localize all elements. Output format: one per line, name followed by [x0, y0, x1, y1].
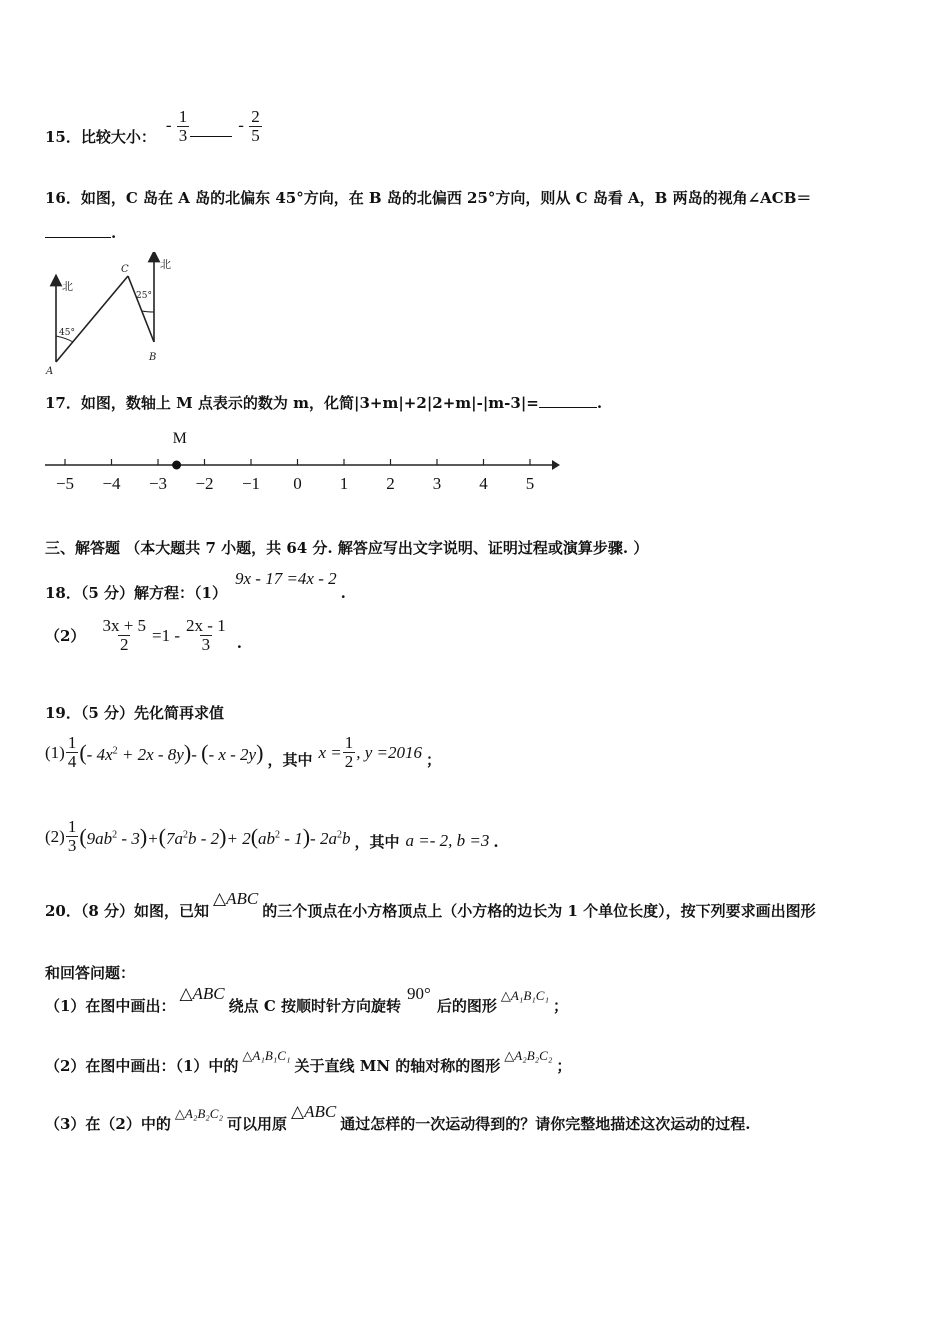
q20-s1-triangle: △ABC	[179, 984, 225, 1003]
number-line-tick-label: 2	[386, 474, 395, 493]
q18-label-2: （2）	[45, 627, 86, 645]
q20-s2-end: ；	[556, 1057, 572, 1075]
q18-label: 18．（5 分）解方程：（1）	[45, 584, 227, 602]
number-line-tick-label: 1	[339, 474, 349, 493]
question-20-line-1	[45, 889, 816, 921]
number-line-tick-label: −3	[148, 474, 168, 493]
q19-p2-coef: $\frac{1}{3}$	[67, 817, 77, 855]
q20-s3-text-a: （3）在（2）中的	[45, 1115, 171, 1133]
q20-s1-triangle-1: △A₁B₁C₁	[500, 988, 549, 1003]
number-line-tick-label: 3	[432, 474, 442, 493]
q18-end-1: .	[340, 583, 346, 602]
q18-equation-1: 9x - 17 =4x - 2	[234, 568, 337, 588]
number-line-tick-label: 0	[293, 474, 302, 493]
q19-p2-end: .	[493, 832, 499, 851]
number-line-tick-label: −1	[241, 474, 261, 493]
q20-s2-triangle-2: △A₂B₂C₂	[504, 1048, 553, 1063]
label-point-a: A	[46, 366, 54, 377]
question-16-text: 16．如图，C 岛在 A 岛的北偏东 45°方向，在 B 岛的北偏西 25°方向，则从 C 岛看 A，B 两岛的视角∠ACB＝	[45, 189, 812, 207]
label-point-b: B	[149, 352, 157, 363]
point-m-label: M	[172, 430, 187, 447]
q19-p2-expression: $(9ab^2 - 3)+(7a^2b - 2)+ 2(ab^2 - 1)-$ $2a^2b$	[79, 823, 351, 849]
q19-p2-prefix: (2)	[45, 826, 65, 846]
q16-compass-figure	[40, 252, 185, 377]
question-20-line-2: 和回答问题：	[45, 964, 136, 982]
q20-s2-text-b: 关于直线 MN 的轴对称的图形	[294, 1057, 501, 1075]
q15-label: 15．比较大小：	[45, 127, 156, 146]
label-north-b: 北	[160, 258, 171, 271]
q19-p1-x: x =	[318, 742, 342, 762]
number-line-tick-label: −4	[102, 474, 121, 493]
q20-s2-triangle-1: △A₁B₁C₁	[242, 1048, 291, 1063]
number-line-tick-label: −5	[55, 474, 75, 493]
q20-triangle: △ABC	[213, 889, 259, 908]
q19-p1-where: ，其中	[267, 751, 313, 769]
question-20-sub-2	[45, 1048, 572, 1076]
section-3-heading: 三、解答题 （本大题共 7 小题，共 64 分. 解答应写出文字说明、证明过程或演算步骤. ）	[45, 539, 649, 557]
q19-p1-prefix: (1)	[45, 742, 65, 762]
question-19-part-1	[45, 734, 441, 771]
question-18	[45, 560, 346, 603]
q20-s3-triangle: △ABC	[291, 1102, 337, 1121]
q18-mid: =1 -	[152, 625, 181, 645]
label-point-c: C	[121, 264, 129, 275]
q20-s2-text-a: （2）在图中画出：（1）中的	[45, 1057, 239, 1075]
q19-p2-values: a =- 2, b =3	[405, 830, 490, 850]
point-m-dot	[172, 461, 181, 470]
q15-sign-1: -	[165, 114, 172, 134]
question-18-part-2	[45, 617, 242, 654]
q16-answer-blank[interactable]	[45, 237, 111, 238]
q20-label: 20．（8 分）如图，已知	[45, 902, 210, 920]
q20-s1-text-b: 绕点 C 按顺时针方向旋转	[228, 997, 402, 1015]
number-line-tick-label: 5	[525, 474, 535, 493]
q18-fraction-1: $\frac{3x + 5}{2}$	[102, 616, 147, 654]
question-17-text: 17．如图，数轴上 M 点表示的数为 m，化简|3+m|+2|2+m|-|m-3|= .	[45, 394, 603, 412]
q20-s1-end: ；	[552, 997, 568, 1015]
q19-p1-y: , y =2016	[356, 742, 423, 762]
q19-p1-expression: (- $4x^2 + 2x - 8y)-$ (- x - 2y)	[79, 739, 264, 765]
question-20-sub-1	[45, 984, 568, 1016]
label-north-a: 北	[62, 280, 73, 293]
q20-s3-text-c: 通过怎样的一次运动得到的？请你完整地描述这次运动的过程.	[340, 1115, 751, 1133]
q20-s1-degree: 90°	[407, 984, 431, 1003]
question-19-part-2	[45, 818, 499, 855]
q19-p1-coef: $\frac{1}{4}$	[67, 733, 77, 771]
segment-cb	[128, 276, 154, 342]
q20-text-1: 的三个顶点在小方格顶点上（小方格的边长为 1 个单位长度），按下列要求画出图形	[262, 902, 816, 920]
q17-answer-blank[interactable]	[539, 407, 597, 408]
q20-s3-triangle-2: △A₂B₂C₂	[174, 1106, 223, 1121]
q18-end-2: .	[236, 633, 242, 652]
q20-s1-text-a: （1）在图中画出：	[45, 997, 176, 1015]
q17-number-line	[40, 425, 570, 500]
q19-p1-x-value: $\frac{1}{2}$	[344, 733, 354, 771]
q20-s1-text-c: 后的图形	[436, 997, 497, 1015]
angle-arc-b	[142, 311, 154, 312]
q15-fraction-1: $\frac{1}{3}$	[178, 106, 188, 145]
q19-p1-end: ；	[426, 751, 442, 769]
question-16-answer-line: .	[45, 224, 116, 242]
q15-fraction-2: $\frac{2}{5}$	[251, 106, 260, 145]
q19-p2-where: ，其中	[354, 833, 400, 851]
label-angle-45: 45°	[59, 328, 75, 338]
question-20-sub-3	[45, 1102, 751, 1134]
label-angle-25: 25°	[136, 291, 152, 301]
q15-sign-2: -	[238, 114, 244, 134]
question-15	[45, 104, 263, 148]
question-19-label: 19．（5 分）先化简再求值	[45, 704, 225, 722]
number-line-tick-label: 4	[479, 474, 488, 493]
number-line-arrow	[552, 460, 560, 470]
number-line-tick-label: −2	[195, 474, 214, 493]
q20-s3-text-b: 可以用原	[226, 1115, 287, 1133]
q15-answer-blank[interactable]	[190, 136, 232, 137]
q18-fraction-2: $\frac{2x - 1}{3}$	[186, 616, 226, 654]
